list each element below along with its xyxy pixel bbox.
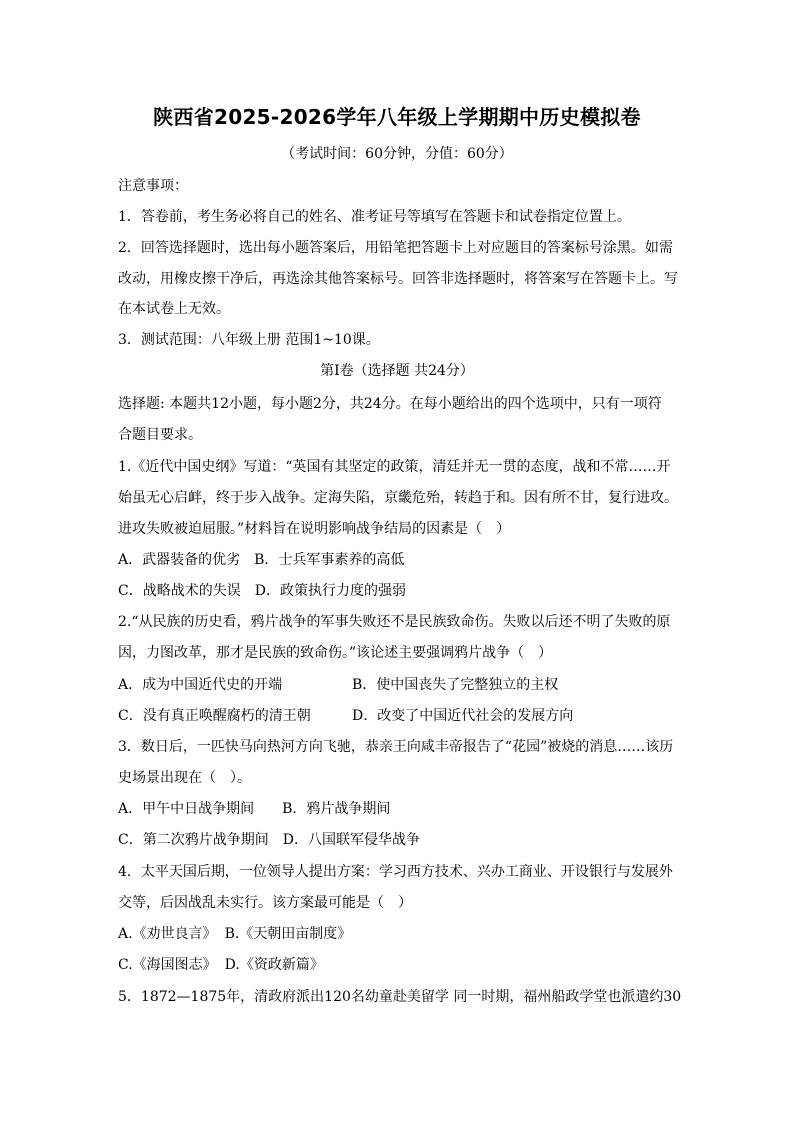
q4-options-row-1 (118, 925, 351, 943)
section-intro-line-2: 合题目要求。 (118, 427, 202, 443)
q1-options-row-1 (118, 551, 404, 569)
q3-option-a: A．甲午中日战争期间 (118, 801, 255, 817)
q2-options-row-1 (118, 676, 558, 694)
q2-stem-line-2: 因，力图改革，那才是民族的致命伤。”该论述主要强调鸦片战争（ ） (118, 645, 553, 661)
q1-stem-line-1: 1.《近代中国史纲》写道：“英国有其坚定的政策，清廷并无一贯的态度，战和不常……开 (118, 459, 671, 475)
q5-stem-line-1: 5．1872—1875年，清政府派出120名幼童赴美留学 同一时期，福州船政学堂也派遣约30 (118, 989, 682, 1005)
q2-option-b: B．使中国丧失了完整独立的主权 (352, 677, 559, 693)
q4-option-a: A.《劝世良言》 (118, 926, 217, 942)
q2-options-row-2 (118, 707, 573, 725)
note-1: 1．答卷前，考生务必将自己的姓名、准考证号等填写在答题卡和试卷指定位置上。 (118, 209, 631, 225)
q1-option-c: C．战略战术的失误 (118, 583, 241, 599)
q1-options-row-2 (118, 582, 406, 600)
q4-option-c: C.《海国图志》 (118, 957, 217, 973)
q3-stem-line-2: 史场景出现在（ ）。 (118, 770, 251, 786)
q3-options-row-1 (118, 800, 390, 818)
q3-option-b: B．鸦片战争期间 (282, 801, 391, 817)
section-intro-line-1: 选择题: 本题共12小题，每小题2分，共24分。在每小题给出的四个选项中，只有一项符 (118, 396, 662, 412)
exam-title: 陕西省2025-2026学年八年级上学期期中历史模拟卷 (153, 105, 641, 129)
q1-stem-line-2: 始虽无心启衅，终于步入战争。定海失陷，京畿危殆，转趋于和。因有所不甘，复行进攻。 (118, 490, 678, 506)
q1-option-b: B．士兵军事素养的高低 (254, 552, 405, 568)
note-2-line-3: 在本试卷上无效。 (118, 301, 230, 317)
q4-stem-line-1: 4．太平天国后期，一位领导人提出方案：学习西方技术、兴办工商业、开设银行与发展外 (118, 864, 673, 880)
q2-stem-line-1: 2.“从民族的历史看，鸦片战争的军事失败还不是民族致命伤。失败以后还不明了失败的原 (118, 614, 671, 630)
note-3: 3．测试范围：八年级上册 范围1~10课。 (118, 332, 380, 348)
q2-option-a: A．成为中国近代史的开端 (118, 677, 283, 693)
q1-option-d: D．政策执行力度的强弱 (254, 583, 406, 599)
q4-option-d: D.《资政新篇》 (224, 957, 324, 973)
q3-option-c: C．第二次鸦片战争期间 (118, 832, 269, 848)
q1-stem-line-3: 进攻失败被迫屈服。”材料旨在说明影响战争结局的因素是（ ） (118, 521, 511, 537)
q1-option-a: A．武器装备的优劣 (118, 552, 241, 568)
q3-option-d: D．八国联军侵华战争 (282, 832, 420, 848)
note-2-line-1: 2．回答选择题时，选出每小题答案后，用铅笔把答题卡上对应题目的答案标号涂黑。如需 (118, 240, 673, 256)
note-2-line-2: 改动，用橡皮擦干净后，再选涂其他答案标号。回答非选择题时，将答案写在答题卡上。写 (118, 271, 678, 287)
q3-stem-line-1: 3．数日后，一匹快马向热河方向飞驰，恭亲王向咸丰帝报告了“花园”被烧的消息……该历 (118, 739, 674, 755)
q2-option-c: C．没有真正唤醒腐朽的清王朝 (118, 708, 311, 724)
q4-stem-line-2: 交等，后因战乱未实行。该方案最可能是（ ） (118, 895, 412, 911)
q2-option-d: D．改变了中国近代社会的发展方向 (352, 708, 574, 724)
notes-heading: 注意事项： (118, 178, 188, 194)
exam-subtitle: （考试时间：60分钟，分值：60分） (281, 146, 513, 162)
q4-options-row-2 (118, 956, 324, 974)
q4-option-b: B.《天朝田亩制度》 (224, 926, 352, 942)
section-heading: 第I卷（选择题 共24分） (320, 363, 474, 379)
q3-options-row-2 (118, 831, 420, 849)
